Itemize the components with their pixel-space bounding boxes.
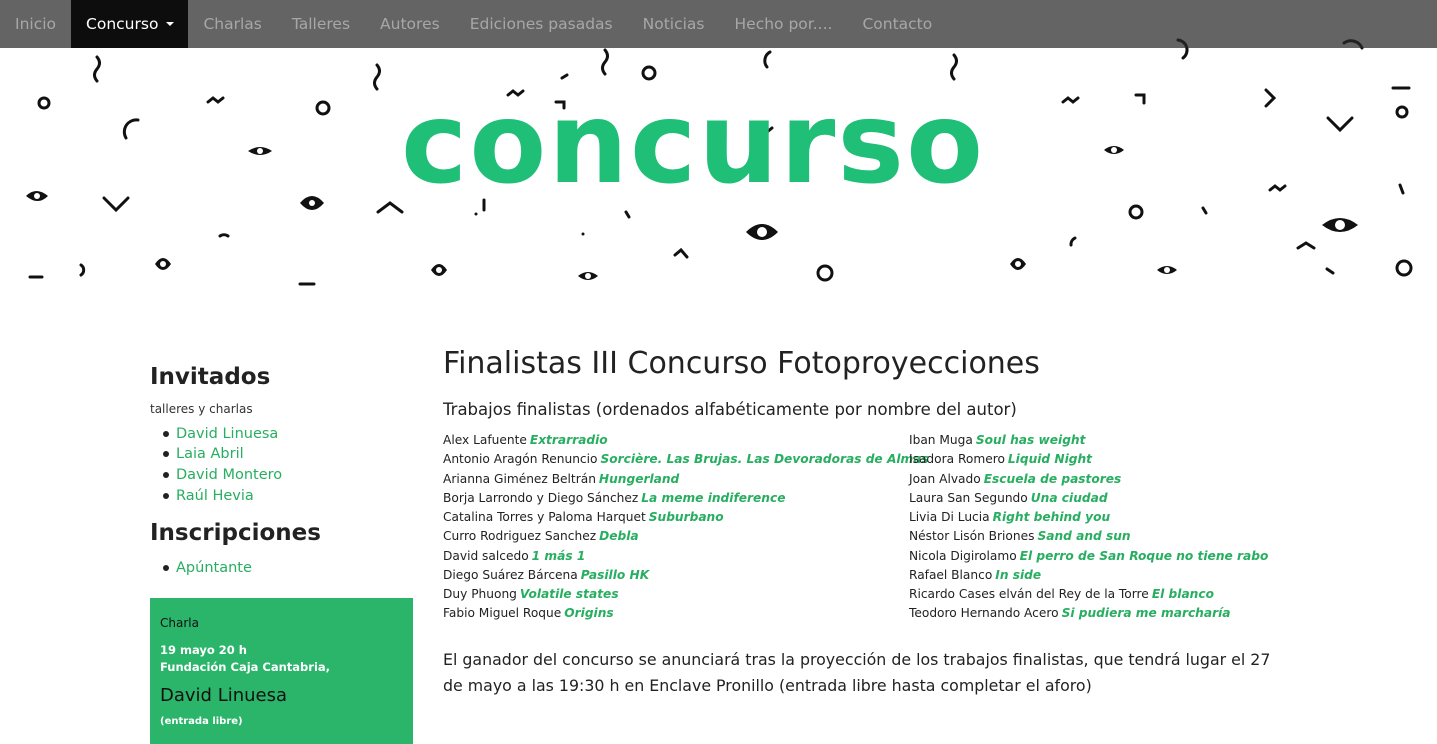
event-note: (entrada libre): [160, 716, 243, 727]
finalist-work: Origins: [564, 606, 614, 621]
finalist-author: Antonio Aragón Renuncio: [443, 452, 598, 467]
finalist-work: Pasillo HK: [580, 567, 650, 582]
finalist-row: [909, 604, 1268, 623]
finalist-author: Iban Muga: [909, 433, 973, 447]
event-card: [150, 598, 413, 744]
nav-item-charlas[interactable]: Charlas: [203, 15, 262, 33]
finalist-row: [443, 508, 929, 527]
finalist-author: Catalina Torres y Paloma Harquet: [443, 510, 646, 524]
finalist-author: Ricardo Cases elván del Rey de la Torre: [909, 587, 1149, 601]
finalist-row: [909, 547, 1268, 566]
finalist-row: [443, 604, 929, 623]
finalist-row: [909, 508, 1268, 527]
finalist-author: Rafael Blanco: [909, 567, 993, 582]
finalist-author: David salcedo: [443, 548, 529, 563]
event-place: Fundación Caja Cantabria,: [160, 660, 331, 674]
signup-link[interactable]: Apúntante: [176, 558, 413, 579]
finalist-work: La meme indiference: [641, 490, 786, 505]
event-date: 19 mayo 20 h: [160, 643, 247, 657]
nav-item-ediciones-pasadas[interactable]: Ediciones pasadas: [469, 15, 613, 33]
guests-list: [150, 424, 413, 507]
nav-item-autores[interactable]: Autores: [380, 15, 440, 33]
guest-link[interactable]: Raúl Hevia: [176, 486, 413, 507]
nav-item-concurso[interactable]: [71, 0, 188, 48]
finalist-row: [443, 431, 929, 450]
event-speaker: David Linuesa: [160, 685, 288, 706]
finalist-author: Néstor Lisón Briones: [909, 529, 1035, 544]
event-type: Charla: [160, 616, 199, 630]
finalist-work: El perro de San Roque no tiene rabo: [1019, 548, 1269, 563]
finalist-work: Hungerland: [598, 471, 680, 486]
finalist-row: [443, 547, 929, 566]
finalist-author: Teodoro Hernando Acero: [909, 606, 1059, 621]
main-content: [443, 342, 1293, 715]
top-navbar: [0, 0, 1437, 48]
guest-link[interactable]: David Montero: [176, 465, 413, 486]
nav-item-contacto[interactable]: Contacto: [862, 15, 933, 33]
finalist-work: Soul has weight: [975, 433, 1086, 447]
finalist-author: Duy Phuong: [443, 587, 517, 601]
finalist-author: Nicola Digirolamo: [909, 548, 1017, 563]
finalist-work: Sorcière. Las Brujas. Las Devoradoras de Almas: [600, 452, 929, 467]
banner-title: concurso: [400, 79, 986, 209]
finalist-row: [443, 470, 929, 489]
finalist-author: Arianna Giménez Beltrán: [443, 471, 596, 486]
finalist-work: Debla: [599, 529, 639, 544]
finalist-work: Volatile states: [519, 587, 619, 601]
finalist-work: Sand and sun: [1037, 529, 1131, 544]
finalist-work: Si pudiera me marcharía: [1061, 606, 1231, 621]
nav-item-talleres[interactable]: Talleres: [291, 15, 351, 33]
guests-heading: Invitados: [150, 364, 271, 390]
finalist-work: Suburbano: [648, 510, 724, 524]
nav-item-hecho-por[interactable]: Hecho por....: [734, 15, 833, 33]
signup-heading: Inscripciones: [150, 520, 321, 547]
finalist-row: [909, 470, 1268, 489]
finalist-author: Curro Rodriguez Sanchez: [443, 529, 597, 544]
guest-link[interactable]: Laia Abril: [176, 444, 413, 465]
finalist-work: Liquid Night: [1007, 452, 1092, 467]
page-title: Finalistas III Concurso Fotoproyecciones: [443, 346, 1040, 381]
nav-item-concurso-label: Concurso: [86, 15, 159, 33]
caret-down-icon: [166, 22, 174, 26]
finalist-row: [909, 585, 1268, 604]
finalist-work: El blanco: [1151, 587, 1214, 601]
announcement-text: El ganador del concurso se anunciará tras la proyección de los trabajos finalistas, que tendrá lugar el 27 de mayo a las 19:30 h en Enclave Pronillo (entrada libre hasta completar el aforo): [443, 650, 1271, 695]
finalist-work: In side: [995, 567, 1042, 582]
finalist-author: Livia Di Lucia: [909, 510, 990, 524]
sidebar: [150, 364, 413, 589]
finalists-subtitle: Trabajos finalistas (ordenados alfabéticamente por nombre del autor): [443, 400, 1017, 419]
nav-item-noticias[interactable]: Noticias: [642, 15, 705, 33]
finalist-work: 1 más 1: [531, 548, 586, 563]
finalist-author: Joan Alvado: [909, 471, 981, 486]
nav-item-inicio[interactable]: Inicio: [15, 15, 57, 33]
finalists-column-left: [443, 431, 929, 624]
finalists-column-right: [909, 431, 1268, 624]
finalist-author: Alex Lafuente: [443, 433, 527, 447]
finalist-row: [443, 450, 929, 469]
finalist-row: [909, 450, 1268, 469]
guests-subheading: talleres y charlas: [150, 401, 253, 416]
guest-link[interactable]: David Linuesa: [176, 424, 413, 445]
finalist-work: Extrarradio: [529, 433, 608, 447]
finalist-row: [443, 585, 929, 604]
finalist-row: [443, 527, 929, 546]
finalist-author: Fabio Miguel Roque: [443, 606, 562, 621]
finalist-row: [909, 489, 1268, 508]
finalist-work: Escuela de pastores: [983, 471, 1122, 486]
finalist-author: Borja Larrondo y Diego Sánchez: [443, 490, 639, 505]
finalist-author: Laura San Segundo: [909, 490, 1028, 505]
signup-list: [150, 558, 413, 579]
finalist-row: [909, 566, 1268, 585]
finalist-row: [443, 489, 929, 508]
finalists-list: [443, 431, 1293, 623]
finalist-work: Right behind you: [992, 510, 1111, 524]
finalist-row: [909, 527, 1268, 546]
finalist-row: [909, 431, 1268, 450]
finalist-author: Diego Suárez Bárcena: [443, 567, 578, 582]
finalist-work: Una ciudad: [1030, 490, 1108, 505]
finalist-row: [443, 566, 929, 585]
finalist-author: Isadora Romero: [909, 452, 1005, 467]
